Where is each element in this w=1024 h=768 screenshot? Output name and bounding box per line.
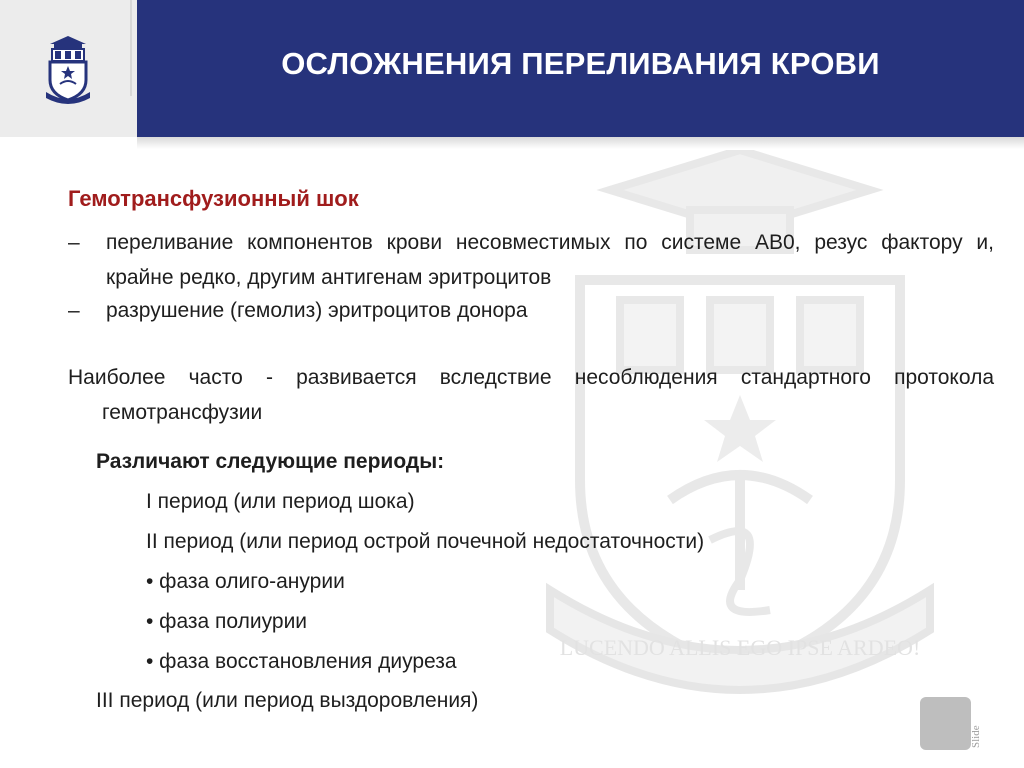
period-item: I период (или период шока) — [146, 490, 415, 513]
watermark-motto: LUCENDO ALLIS EGO IPSE ARDEO! — [559, 635, 921, 660]
phase-item: • фаза восстановления диуреза — [146, 650, 457, 673]
slide-label: Slide — [970, 725, 982, 748]
period-item: III период (или период выздоровления) — [96, 689, 479, 712]
page-title: ОСЛОЖНЕНИЯ ПЕРЕЛИВАНИЯ КРОВИ — [281, 46, 880, 81]
note-paragraph: Наиболее часто - развивается вследствие несоблюдения стандартного протокола гемотрансфузии — [68, 366, 994, 424]
bullet-item — [68, 225, 994, 295]
periods-heading: Различают следующие периоды: — [96, 450, 445, 473]
period-item: II период (или период острой почечной недостаточности) — [146, 530, 705, 553]
bullet-text: переливание компонентов крови несовместимых по системе АВ0, резус фактору и, крайне редко, другим антигенам эритроцитов — [106, 231, 994, 289]
bullet-item — [68, 293, 994, 328]
bullet-dash: – — [68, 231, 80, 254]
slide-button[interactable] — [920, 697, 971, 750]
phase-item: • фаза олиго-анурии — [146, 570, 345, 593]
bullet-dash: – — [68, 299, 80, 322]
section-subtitle: Гемотрансфузионный шок — [68, 186, 359, 211]
phase-item: • фаза полиурии — [146, 610, 308, 633]
bullet-text: разрушение (гемолиз) эритроцитов донора — [106, 299, 528, 322]
